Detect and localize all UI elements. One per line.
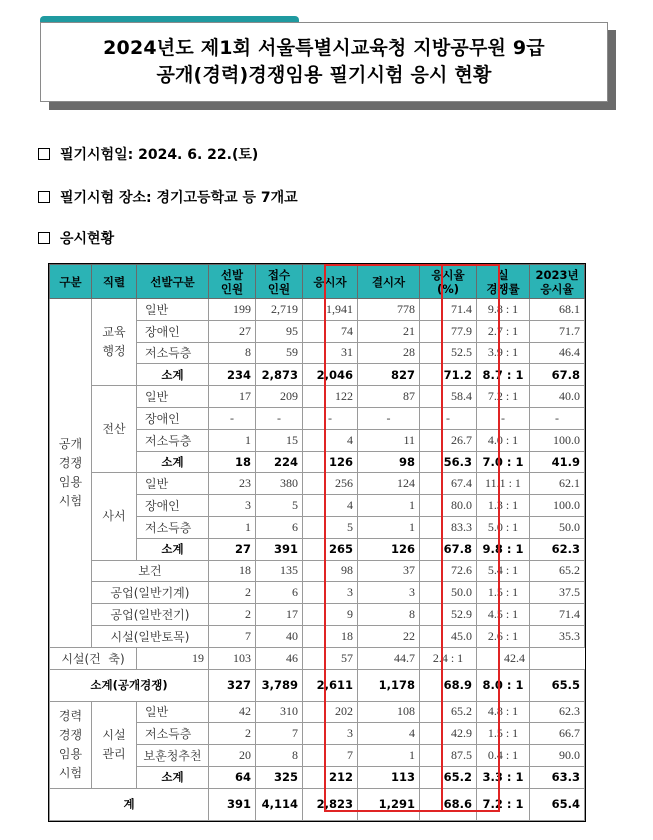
- header-category: 구분: [50, 265, 92, 299]
- cell-rate2023: 100.0: [530, 495, 585, 517]
- cell-takers: 1,941: [303, 299, 358, 321]
- header-rate: 응시율 (%): [420, 265, 477, 299]
- cell-absentees: 4: [358, 723, 420, 745]
- subtotal-label: 소계: [137, 766, 209, 788]
- cell-applicants: 6: [256, 582, 303, 604]
- group-computing: 전산: [92, 386, 137, 473]
- cell-quota: 234: [209, 364, 256, 386]
- cell-rate: 65.2: [420, 766, 477, 788]
- cell-quota: 1: [209, 516, 256, 538]
- group-edu-admin: 교육 행정: [92, 299, 137, 386]
- cell-applicants: 135: [256, 560, 303, 582]
- cell-rate: 77.9: [420, 320, 477, 342]
- cell-rate2023: 65.2: [530, 560, 585, 582]
- group-facility-management: 시설 관리: [92, 701, 137, 788]
- group-open-competition: 공개 경쟁 임용 시험: [50, 299, 92, 648]
- cell-competition: 4.0 : 1: [477, 429, 530, 451]
- cell-competition: 8.7 : 1: [477, 364, 530, 386]
- cell-takers: 126: [303, 451, 358, 473]
- cell-rate2023: 62.3: [530, 701, 585, 723]
- cell-rate: 80.0: [420, 495, 477, 517]
- title-line-1: 2024년도 제1회 서울특별시교육청 지방공무원 9급: [103, 37, 545, 59]
- cell-absentees: 3: [358, 582, 420, 604]
- cell-takers: 46: [256, 647, 303, 669]
- cell-quota: 42: [209, 701, 256, 723]
- cell-competition: 7.2 : 1: [477, 386, 530, 408]
- cell-takers: 256: [303, 473, 358, 495]
- cell-competition: 11.1 : 1: [477, 473, 530, 495]
- job-facility-civil: 시설(일반토목): [92, 625, 209, 647]
- checkbox-square-icon: [38, 148, 50, 160]
- cell-rate2023: 41.9: [530, 451, 585, 473]
- cell-competition: 9.8 : 1: [477, 538, 530, 560]
- job-industry-electric: 공업(일반전기): [92, 604, 209, 626]
- cell-takers: 4: [303, 495, 358, 517]
- group-career-competition: 경력 경쟁 임용 시험: [50, 701, 92, 788]
- cell-competition: 1.3 : 1: [477, 495, 530, 517]
- title-line-2: 공개(경력)경쟁임용 필기시험 응시 현황: [156, 64, 492, 86]
- selection-low-income: 저소득층: [137, 516, 209, 538]
- cell-takers: 3: [303, 582, 358, 604]
- cell-quota: 327: [209, 669, 256, 701]
- cell-takers: 265: [303, 538, 358, 560]
- cell-absentees: 37: [358, 560, 420, 582]
- table-row: [50, 386, 585, 408]
- cell-rate: 26.7: [420, 429, 477, 451]
- cell-applicants: 40: [256, 625, 303, 647]
- cell-takers: 74: [303, 320, 358, 342]
- table-row: [50, 473, 585, 495]
- cell-absentees: -: [358, 407, 420, 429]
- cell-absentees: 11: [358, 429, 420, 451]
- job-health: 보건: [92, 560, 209, 582]
- cell-applicants: 15: [256, 429, 303, 451]
- cell-absentees: 22: [358, 625, 420, 647]
- cell-takers: 31: [303, 342, 358, 364]
- table-row: [50, 299, 585, 321]
- cell-rate: 44.7: [358, 647, 420, 669]
- table-row: [50, 625, 585, 647]
- cell-quota: 27: [209, 320, 256, 342]
- table-row: [50, 560, 585, 582]
- cell-competition: 4.5 : 1: [477, 604, 530, 626]
- cell-takers: -: [303, 407, 358, 429]
- cell-takers: 212: [303, 766, 358, 788]
- header-takers: 응시자: [303, 265, 358, 299]
- header-quota: 선발 인원: [209, 265, 256, 299]
- cell-quota: 64: [209, 766, 256, 788]
- cell-applicants: 59: [256, 342, 303, 364]
- cell-absentees: 126: [358, 538, 420, 560]
- cell-rate2023: 35.3: [530, 625, 585, 647]
- cell-absentees: 827: [358, 364, 420, 386]
- cell-rate2023: 37.5: [530, 582, 585, 604]
- cell-quota: 8: [209, 342, 256, 364]
- cell-rate: 71.2: [420, 364, 477, 386]
- cell-rate2023: 62.3: [530, 538, 585, 560]
- cell-competition: 5.0 : 1: [477, 516, 530, 538]
- cell-takers: 2,046: [303, 364, 358, 386]
- cell-rate: 71.4: [420, 299, 477, 321]
- cell-applicants: -: [256, 407, 303, 429]
- cell-absentees: 108: [358, 701, 420, 723]
- cell-rate2023: 42.4: [477, 647, 530, 669]
- cell-rate2023: 67.8: [530, 364, 585, 386]
- cell-quota: 17: [209, 386, 256, 408]
- cell-quota: 1: [209, 429, 256, 451]
- cell-absentees: 1,291: [358, 788, 420, 820]
- cell-applicants: 4,114: [256, 788, 303, 820]
- job-facility-building: 시설(건 축): [50, 647, 137, 669]
- cell-rate: 68.6: [420, 788, 477, 820]
- cell-rate2023: 65.5: [530, 669, 585, 701]
- header-selection: 선발구분: [137, 265, 209, 299]
- cell-rate: 58.4: [420, 386, 477, 408]
- cell-absentees: 98: [358, 451, 420, 473]
- cell-takers: 5: [303, 516, 358, 538]
- cell-rate2023: -: [530, 407, 585, 429]
- cell-takers: 202: [303, 701, 358, 723]
- cell-takers: 7: [303, 745, 358, 767]
- exam-date-text: 필기시험일: 2024. 6. 22.(토): [60, 147, 259, 163]
- cell-rate: 52.9: [420, 604, 477, 626]
- cell-competition: 2.6 : 1: [477, 625, 530, 647]
- cell-competition: 3.3 : 1: [477, 766, 530, 788]
- cell-rate2023: 100.0: [530, 429, 585, 451]
- cell-rate2023: 63.3: [530, 766, 585, 788]
- cell-applicants: 7: [256, 723, 303, 745]
- table-row: [50, 604, 585, 626]
- cell-applicants: 103: [209, 647, 256, 669]
- table-row: [50, 701, 585, 723]
- cell-competition: 0.4 : 1: [477, 745, 530, 767]
- cell-takers: 122: [303, 386, 358, 408]
- selection-disabled: 장애인: [137, 407, 209, 429]
- cell-absentees: 113: [358, 766, 420, 788]
- cell-quota: 199: [209, 299, 256, 321]
- title-banner: [40, 22, 608, 102]
- cell-competition: 8.0 : 1: [477, 669, 530, 701]
- cell-rate: 83.3: [420, 516, 477, 538]
- cell-rate: 52.5: [420, 342, 477, 364]
- cell-competition: -: [477, 407, 530, 429]
- cell-quota: 18: [209, 560, 256, 582]
- cell-applicants: 2,719: [256, 299, 303, 321]
- cell-absentees: 28: [358, 342, 420, 364]
- cell-rate2023: 90.0: [530, 745, 585, 767]
- exam-status-table: [49, 264, 585, 821]
- cell-takers: 3: [303, 723, 358, 745]
- cell-quota: 18: [209, 451, 256, 473]
- cell-quota: 391: [209, 788, 256, 820]
- group-librarian: 사서: [92, 473, 137, 560]
- cell-rate2023: 50.0: [530, 516, 585, 538]
- cell-takers: 2,611: [303, 669, 358, 701]
- checkbox-square-icon: [38, 191, 50, 203]
- exam-place-text: 필기시험 장소: 경기고등학교 등 7개교: [60, 190, 298, 206]
- cell-applicants: 209: [256, 386, 303, 408]
- subtotal-label: 소계: [137, 538, 209, 560]
- cell-rate: 65.2: [420, 701, 477, 723]
- cell-applicants: 380: [256, 473, 303, 495]
- cell-competition: 7.2 : 1: [477, 788, 530, 820]
- cell-quota: 2: [209, 723, 256, 745]
- table-row: [50, 582, 585, 604]
- cell-rate2023: 46.4: [530, 342, 585, 364]
- cell-absentees: 87: [358, 386, 420, 408]
- cell-takers: 2,823: [303, 788, 358, 820]
- cell-rate2023: 62.1: [530, 473, 585, 495]
- cell-competition: 7.0 : 1: [477, 451, 530, 473]
- cell-rate: 67.4: [420, 473, 477, 495]
- cell-rate: 72.6: [420, 560, 477, 582]
- cell-absentees: 1: [358, 516, 420, 538]
- bullet-status: [38, 228, 114, 248]
- selection-general: 일반: [137, 386, 209, 408]
- cell-applicants: 3,789: [256, 669, 303, 701]
- cell-quota: 23: [209, 473, 256, 495]
- bullet-exam-place: [38, 187, 298, 207]
- cell-takers: 18: [303, 625, 358, 647]
- header-competition: 실 경쟁률: [477, 265, 530, 299]
- cell-rate2023: 65.4: [530, 788, 585, 820]
- cell-takers: 98: [303, 560, 358, 582]
- cell-rate: 68.9: [420, 669, 477, 701]
- grand-total-label: 계: [50, 788, 209, 820]
- cell-applicants: 6: [256, 516, 303, 538]
- cell-rate2023: 66.7: [530, 723, 585, 745]
- cell-competition: 3.9 : 1: [477, 342, 530, 364]
- cell-applicants: 5: [256, 495, 303, 517]
- bullet-exam-date: [38, 144, 258, 164]
- cell-rate2023: 71.7: [530, 320, 585, 342]
- cell-absentees: 1: [358, 745, 420, 767]
- cell-applicants: 325: [256, 766, 303, 788]
- cell-applicants: 17: [256, 604, 303, 626]
- cell-absentees: 1,178: [358, 669, 420, 701]
- selection-general: 일반: [137, 473, 209, 495]
- cell-applicants: 310: [256, 701, 303, 723]
- subtotal-label: 소계: [137, 364, 209, 386]
- cell-quota: 27: [209, 538, 256, 560]
- cell-rate: 42.9: [420, 723, 477, 745]
- selection-disabled: 장애인: [137, 320, 209, 342]
- header-applicants: 접수 인원: [256, 265, 303, 299]
- cell-competition: 4.8 : 1: [477, 701, 530, 723]
- cell-quota: 3: [209, 495, 256, 517]
- cell-rate: 67.8: [420, 538, 477, 560]
- cell-takers: 4: [303, 429, 358, 451]
- cell-rate: 87.5: [420, 745, 477, 767]
- cell-rate2023: 68.1: [530, 299, 585, 321]
- cell-quota: 7: [209, 625, 256, 647]
- selection-disabled: 장애인: [137, 495, 209, 517]
- header-job: 직렬: [92, 265, 137, 299]
- table-header-row: [50, 265, 585, 299]
- cell-applicants: 95: [256, 320, 303, 342]
- cell-absentees: 8: [358, 604, 420, 626]
- open-subtotal-row: [50, 669, 585, 701]
- cell-quota: 20: [209, 745, 256, 767]
- cell-rate: 56.3: [420, 451, 477, 473]
- header-rate2023: 2023년 응시율: [530, 265, 585, 299]
- cell-takers: 9: [303, 604, 358, 626]
- cell-rate2023: 71.4: [530, 604, 585, 626]
- cell-quota: 2: [209, 604, 256, 626]
- cell-quota: -: [209, 407, 256, 429]
- job-industry-machine: 공업(일반기계): [92, 582, 209, 604]
- cell-applicants: 224: [256, 451, 303, 473]
- cell-competition: 1.5 : 1: [477, 723, 530, 745]
- cell-competition: 9.8 : 1: [477, 299, 530, 321]
- selection-general: 일반: [137, 701, 209, 723]
- cell-competition: 5.4 : 1: [477, 560, 530, 582]
- header-absentees: 결시자: [358, 265, 420, 299]
- cell-absentees: 1: [358, 495, 420, 517]
- cell-rate: 50.0: [420, 582, 477, 604]
- cell-rate: -: [420, 407, 477, 429]
- status-text: 응시현황: [60, 231, 115, 247]
- cell-absentees: 21: [358, 320, 420, 342]
- cell-quota: 19: [137, 647, 209, 669]
- cell-quota: 2: [209, 582, 256, 604]
- table-row: [50, 647, 585, 669]
- open-subtotal-label: 소계(공개경쟁): [50, 669, 209, 701]
- cell-competition: 2.4 : 1: [420, 647, 477, 669]
- cell-competition: 1.5 : 1: [477, 582, 530, 604]
- selection-low-income: 저소득층: [137, 429, 209, 451]
- cell-absentees: 124: [358, 473, 420, 495]
- subtotal-label: 소계: [137, 451, 209, 473]
- cell-applicants: 391: [256, 538, 303, 560]
- selection-general: 일반: [137, 299, 209, 321]
- cell-rate2023: 40.0: [530, 386, 585, 408]
- selection-low-income: 저소득층: [137, 342, 209, 364]
- cell-rate: 45.0: [420, 625, 477, 647]
- grand-total-row: [50, 788, 585, 820]
- cell-applicants: 2,873: [256, 364, 303, 386]
- cell-absentees: 778: [358, 299, 420, 321]
- selection-veteran: 보훈청추천: [137, 745, 209, 767]
- cell-absentees: 57: [303, 647, 358, 669]
- cell-applicants: 8: [256, 745, 303, 767]
- checkbox-square-icon: [38, 232, 50, 244]
- selection-low-income: 저소득층: [137, 723, 209, 745]
- cell-competition: 2.7 : 1: [477, 320, 530, 342]
